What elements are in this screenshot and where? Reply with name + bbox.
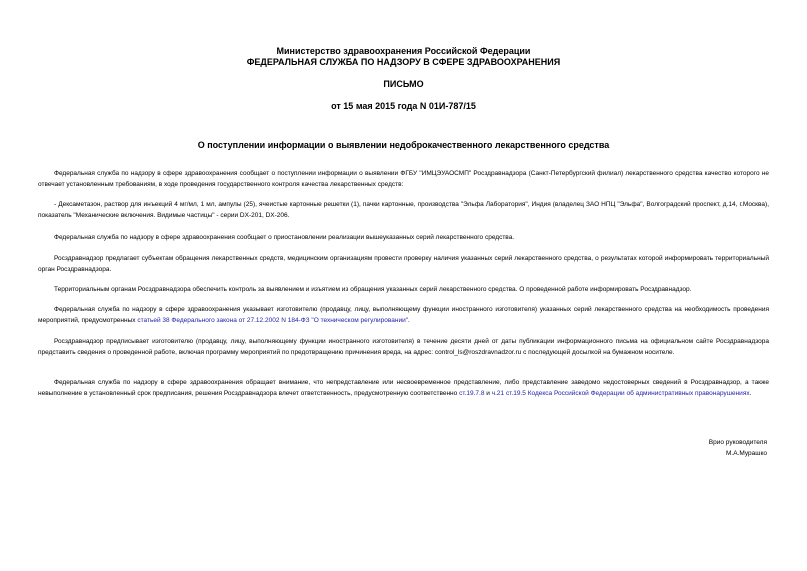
signatory-name: М.А.Мурашко [725, 450, 767, 457]
service-name: ФЕДЕРАЛЬНАЯ СЛУЖБА ПО НАДЗОРУ В СФЕРЕ ЗДРАВООХРАНЕНИЯ [246, 57, 561, 67]
article-19-7-8-link[interactable]: ст.19.7.8 [459, 389, 485, 397]
paragraph-4: Росздравнадзор предлагает субъектам обращения лекарственных средств, медицинским организациям провести проверку наличия указанных серий лекарственного средства, о результатах которой информировать территориальный орган Росздравнадзора. [38, 255, 769, 273]
paragraph-8-end: . [749, 389, 752, 397]
paragraph-5: Территориальным органам Росздравнадзора обеспечить контроль за выявлением и изъятием из обращения указанных серий лекарственного средства. О проведенной работе информировать Росздравнадзор. [54, 286, 692, 293]
paragraph-3: Федеральная служба по надзору в сфере здравоохранения сообщает о приостановлении реализации вышеуказанных серий лекарственного средства. [54, 234, 515, 241]
paragraph-6-end: . [408, 316, 410, 324]
koap-article-link[interactable]: ч.21 ст.19.5 Кодекса Российской Федерации об административных правонарушениях [491, 389, 750, 397]
paragraph-6 [38, 305, 769, 326]
signatory-title: Врио руководителя [708, 439, 767, 446]
paragraph-2: - Дексаметазон, раствор для инъекций 4 мг/мл, 1 мл, ампулы (25), ячеистые картонные решетки (1), пачки картонные, производства "Эльфа Лаборатория", Индия (владелец ЗАО НПЦ "Эльфа", Волгоградский проспект, д.14, г.Москва), показатель "Механические включения. Видимые частицы" - серии DX-201, DX-206. [38, 201, 769, 219]
paragraph-7: Росздравнадзор предписывает изготовителю (продавцу, лицу, выполняющему функции иностранного изготовителя) в течение десяти дней от даты публикации информационного письма на официальном сайте Росздравнадзора представить сведения о проведенной работе, включая программу мероприятий по предотвращению причинения вреда, на адрес: control_ls@roszdravnadzor.ru с последующей досылкой на бумажном носителе. [38, 338, 769, 356]
document-subject: О поступлении информации о выявлении недоброкачественного лекарственного средства [197, 140, 610, 150]
paragraph-8-text: Федеральная служба по надзору в сфере здравоохранения обращает внимание, что непредставление или несвоевременное представление, либо представление заведомо недостоверных сведений в Росздравнадзор, а также невыполнение в установленный срок предписания, решения Росздравнадзора влечет ответственность, предусмотренную соответственно [38, 379, 769, 397]
document-type: ПИСЬМО [383, 79, 424, 89]
document-date-number: от 15 мая 2015 года N 01И-787/15 [331, 101, 476, 111]
paragraph-8-mid: и [484, 389, 492, 397]
ministry-name: Министерство здравоохранения Российской Федерации [276, 46, 531, 56]
paragraph-8 [38, 378, 769, 399]
paragraph-1: Федеральная служба по надзору в сфере здравоохранения сообщает о поступлении информации о выявлении ФГБУ "ИМЦЭУАОСМП" Росздравнадзора (Санкт-Петербургский филиал) лекарственного средства качество которого не отвечает установленным требованиям, в ходе проведения государственного контроля качества лекарственных средств: [38, 170, 769, 188]
paragraph-6-text: Федеральная служба по надзору в сфере здравоохранения указывает изготовителю (продавцу, лицу, выполняющему функции иностранного изготовителя) указанных серий лекарственного средства на необходимость проведения мероприятий, предусмотренных [38, 306, 769, 324]
law-184-link[interactable]: статьей 38 Федерального закона от 27.12.2002 N 184-ФЗ "О техническом регулировании" [137, 316, 409, 324]
